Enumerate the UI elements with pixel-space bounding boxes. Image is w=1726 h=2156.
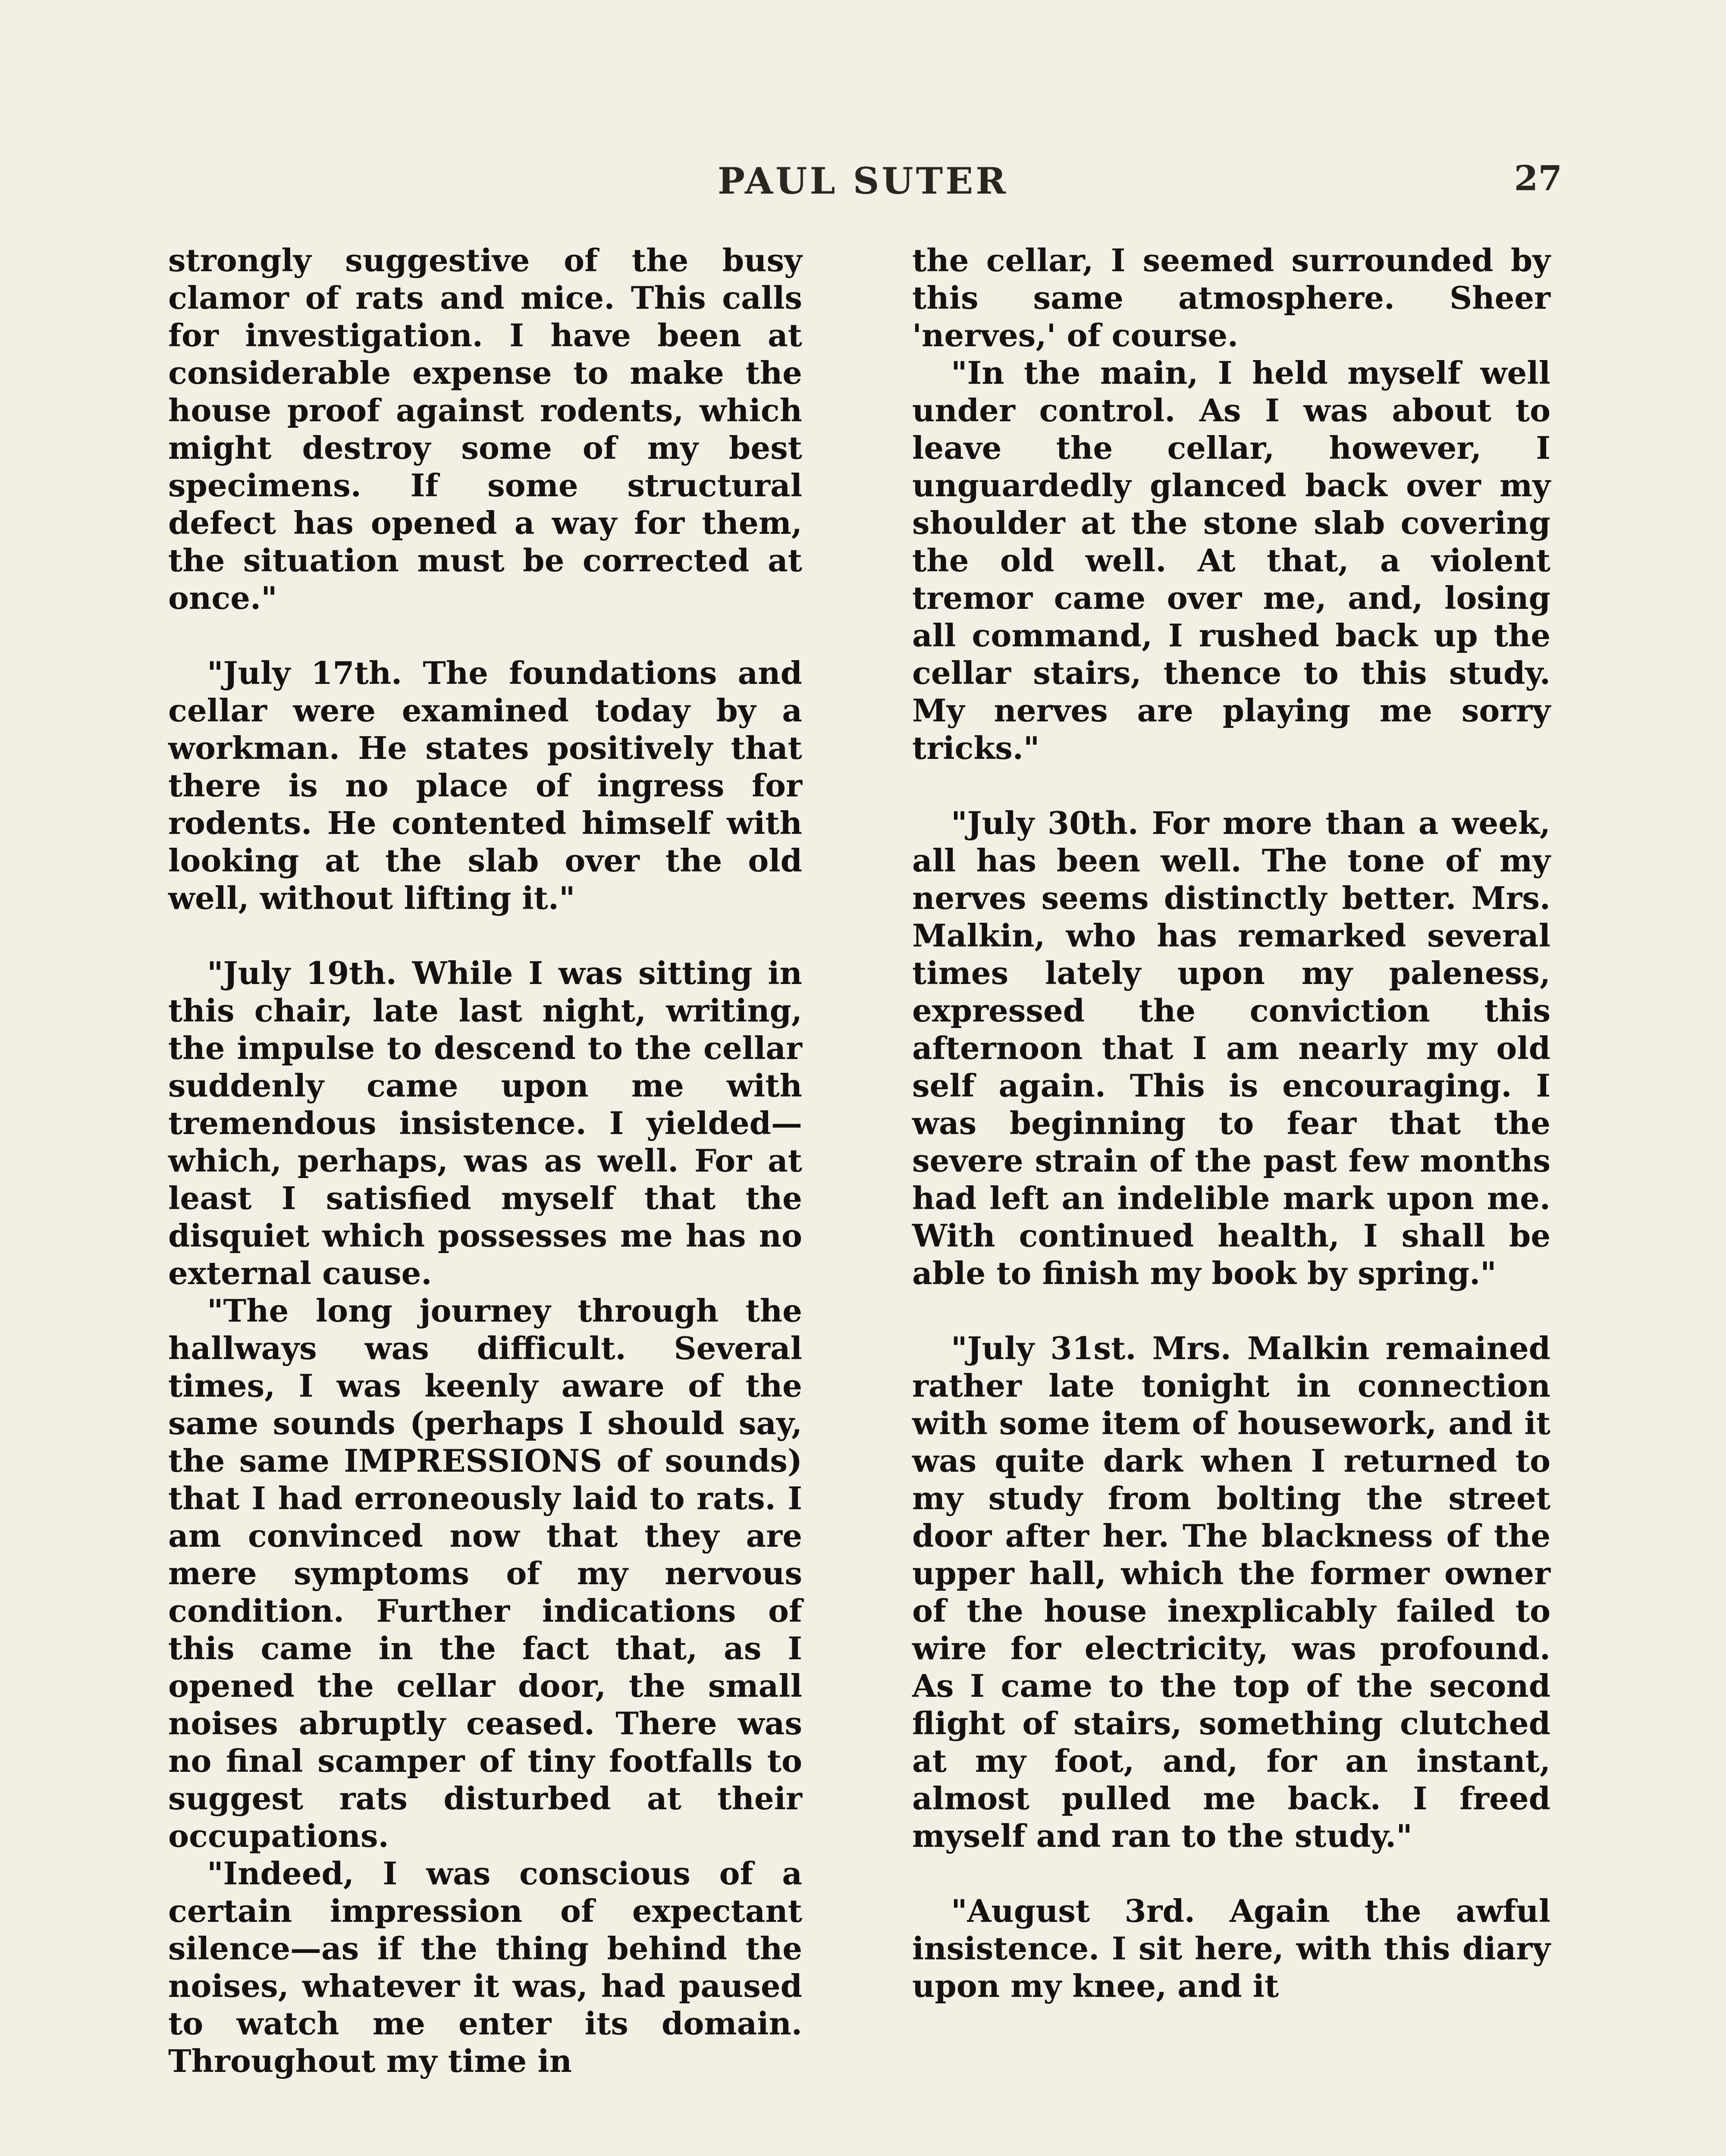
left-paragraph-5: "Indeed, I was conscious of a certain impression of expectant silence—as if the thing behind the noises, whatever it was, had paused to watch me enter its domain. Throughout my time in xyxy=(168,1855,802,2079)
right-paragraph-2: "In the main, I held myself well under control. As I was about to leave the cellar, however, I unguardedly glanced back over my shoulder at the stone slab covering the old well. At that, a violent tremor came over me, and, losing all command, I rushed back up the cellar stairs, thence to this study. My nerves are playing me sorry tricks." xyxy=(912,354,1550,766)
left-column xyxy=(168,241,802,2080)
right-paragraph-3: "July 30th. For more than a week, all has been well. The tone of my nerves seems distinctly better. Mrs. Malkin, who has remarked several times lately upon my paleness, expressed the conviction this afternoon that I am nearly my old self again. This is encouraging. I was beginning to fear that the severe strain of the past few months had left an indelible mark upon me. With continued health, I shall be able to finish my book by spring." xyxy=(912,805,1550,1291)
left-paragraph-3: "July 19th. While I was sitting in this chair, late last night, writing, the impulse to descend to the cellar suddenly came upon me with tremendous insistence. I yielded—which, perhaps, was as well. For at least I satisfied myself that the disquiet which possesses me has no external cause. xyxy=(168,955,802,1291)
right-paragraph-5: "August 3rd. Again the awful insistence. I sit here, with this diary upon my knee, and it xyxy=(912,1893,1550,2004)
right-paragraph-1: the cellar, I seemed surrounded by this same atmosphere. Sheer 'nerves,' of course. xyxy=(912,242,1550,354)
right-column xyxy=(912,241,1550,2005)
running-head: PAUL SUTER xyxy=(717,160,1009,202)
right-paragraph-4: "July 31st. Mrs. Malkin remained rather late tonight in connection with some item of housework, and it was quite dark when I returned to my study from bolting the street door after her. The blackness of the upper hall, which the former owner of the house inexplicably failed to wire for electricity, was profound. As I came to the top of the second flight of stairs, something clutched at my foot, and, for an instant, almost pulled me back. I freed myself and ran to the study." xyxy=(912,1330,1550,1854)
left-paragraph-4: "The long journey through the hallways was difficult. Several times, I was keenly aware of the same sounds (perhaps I should say, the same IMPRESSIONS of sounds) that I had erroneously laid to rats. I am convinced now that they are mere symptoms of my nervous condition. Further indications of this came in the fact that, as I opened the cellar door, the small noises abruptly ceased. There was no final scamper of tiny footfalls to suggest rats disturbed at their occupations. xyxy=(168,1292,802,1854)
left-paragraph-1: strongly suggestive of the busy clamor of rats and mice. This calls for investigation. I have been at considerable expense to make the house proof against rodents, which might destroy some of my best specimens. If some structural defect has opened a way for them, the situation must be corrected at once." xyxy=(168,242,802,616)
page-number: 27 xyxy=(1514,158,1562,198)
left-paragraph-2: "July 17th. The foundations and cellar were examined today by a workman. He states positively that there is no place of ingress for rodents. He contented himself with looking at the slab over the old well, without lifting it." xyxy=(168,655,802,916)
